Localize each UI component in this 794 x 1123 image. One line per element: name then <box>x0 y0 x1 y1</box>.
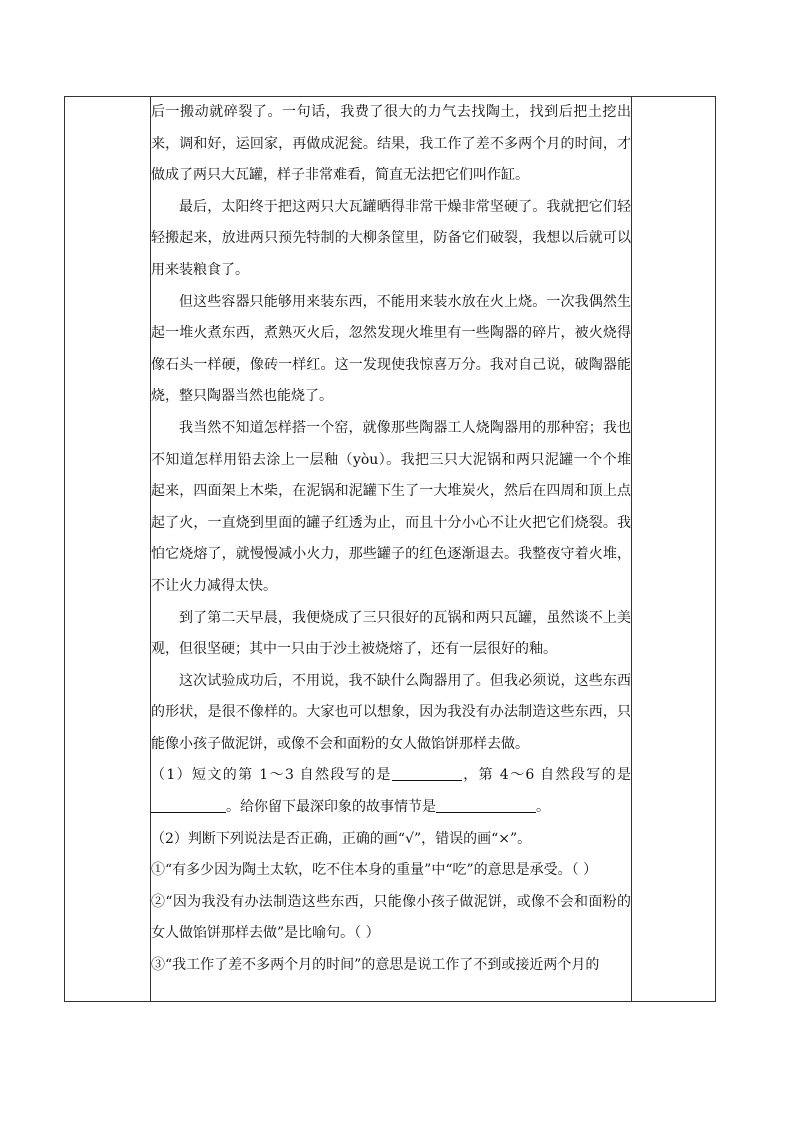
answer-blank-2[interactable] <box>151 797 226 813</box>
left-column-cell <box>65 97 151 1002</box>
question-2-item-3: ③“我工作了差不多两个月的时间”的意思是说工作了不到或接近两个月的 <box>151 957 600 974</box>
question-1 <box>151 760 631 823</box>
question-1-mid2: 。给你留下最深印象的故事情节是 <box>226 799 436 816</box>
worksheet-table <box>64 96 716 1002</box>
passage-paragraph-3: 但这些容器只能够用来装东西，不能用来装水放在火上烧。一次我偶然生起一堆火煮东西，煮熟灭火后，忽然发现火堆里有一些陶器的碎片，被火烧得像石头一样硬，像砖一样红。这一发现使我惊喜万分。我对自己说，破陶器能烧，整只陶器当然也能烧了。 <box>151 293 631 405</box>
passage-paragraph-6: 这次试验成功后，不用说，我不缺什么陶器用了。但我必须说，这些东西的形状，是很不像样的。大家也可以想象，因为我没有办法制造这些东西，只能像小孩子做泥饼，或像不会和面粉的女人做馅饼那样去做。 <box>151 672 631 752</box>
content-cell <box>151 97 632 1002</box>
answer-blank-3[interactable] <box>436 797 536 813</box>
passage-paragraph-1: 后一搬动就碎裂了。一句话，我费了很大的力气去找陶土，找到后把土挖出来，调和好，运回家，再做成泥瓮。结果，我工作了差不多两个月的时间，才做成了两只大瓦罐，样子非常难看，简直无法把它们叫作缸。 <box>151 104 631 184</box>
question-2-item-1: ①“有多少因为陶土太软，吃不住本身的重量”中“吃”的意思是承受。（ ） <box>151 862 598 879</box>
question-1-mid1: ，第 4～6 自然段写的是 <box>461 767 631 784</box>
question-2-item-2: ②“因为我没有办法制造这些东西，只能像小孩子做泥饼，或像不会和面粉的女人做馅饼那样去做”是比喻句。（ ） <box>151 893 631 942</box>
answer-blank-1[interactable] <box>392 765 462 781</box>
passage-paragraph-5: 到了第二天早晨，我便烧成了三只很好的瓦锅和两只瓦罐，虽然谈不上美观，但很坚硬；其中一只由于沙土被烧熔了，还有一层很好的釉。 <box>151 609 631 658</box>
question-1-suffix: 。 <box>536 799 550 816</box>
question-1-prefix: （1）短文的第 1～3 自然段写的是 <box>151 767 392 784</box>
passage-paragraph-2: 最后，太阳终于把这两只大瓦罐晒得非常干燥非常坚硬了。我就把它们轻轻搬起来，放进两只预先特制的大柳条筐里，防备它们破裂，我想以后就可以用来装粮食了。 <box>151 198 631 278</box>
reading-passage <box>151 97 631 982</box>
passage-paragraph-4: 我当然不知道怎样搭一个窑，就像那些陶器工人烧陶器用的那种窑；我也不知道怎样用铅去涂上一层釉（yòu）。我把三只大泥锅和两只泥罐一个个堆起来，四面架上木柴，在泥锅和泥罐下生了一大堆炭火，然后在四周和顶上点起了火，一直烧到里面的罐子红透为止，而且十分小心不让火把它们烧裂。我怕它烧熔了，就慢慢减小火力，那些罐子的红色逐渐退去。我整夜守着火堆，不让火力减得太快。 <box>151 419 631 594</box>
right-column-cell <box>632 97 716 1002</box>
question-2-intro: （2）判断下列说法是否正确，正确的画“√”，错误的画“×”。 <box>151 830 532 847</box>
